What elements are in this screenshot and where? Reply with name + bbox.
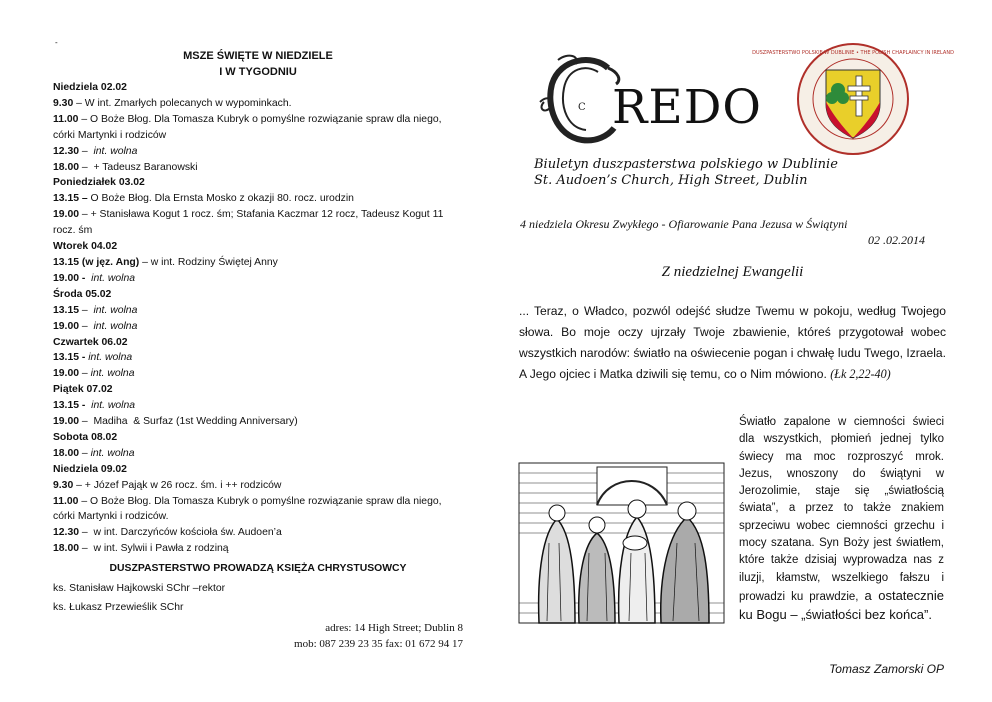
mass-intention-open: int. wolna [90, 368, 135, 380]
schedule-mass-entry [53, 144, 463, 160]
mass-intention: – [79, 304, 94, 316]
credo-letter-text: C [578, 102, 586, 113]
schedule-list [53, 80, 463, 557]
mass-intention: – [79, 145, 94, 157]
mass-time: 13.15 – [53, 193, 88, 205]
schedule-mass-entry [53, 446, 463, 462]
schedule-mass-entry [53, 398, 463, 414]
mass-time: 19.00 - [53, 272, 86, 284]
emblem-text: DUSZPASTERSTWO POLSKIE W DUBLINIE • THE POLISH CHAPLAINCY IN IRELAND [752, 50, 954, 56]
mass-intention: – [79, 447, 91, 459]
mass-intention: – w int. Rodziny Świętej Anny [139, 256, 278, 268]
schedule-mass-entry [53, 160, 463, 176]
mass-time: 11.00 [53, 495, 79, 507]
schedule-day-heading: Czwartek 06.02 [53, 336, 128, 348]
mass-time: 12.30 [53, 527, 80, 539]
schedule-day-heading: Niedziela 02.02 [53, 82, 127, 93]
mass-schedule-column [53, 48, 463, 652]
gospel-body: ... Teraz, o Władco, pozwól odejść słudze Twemu w pokoju, według Twojego słowa. Bo moje oczy ujrzały Twoje zbawienie, któreś przygotował wobec wszystkich narodów: światło na oświecenie pogan i chwałę ludu Twego, Izraela. A Jego ojciec i Matka dziwili się temu, co o Nim mówiono. [519, 304, 946, 381]
schedule-mass-entry [53, 350, 463, 366]
mass-time: 19.00 [53, 320, 80, 332]
schedule-day-heading: Środa 05.02 [53, 288, 112, 300]
priest-second: ks. Łukasz Przewieślik SChr [53, 602, 184, 613]
schedule-title-line1: MSZE ŚWIĘTE W NIEDZIELE [183, 50, 333, 62]
reflection-ending: a ostatecznie ku Bogu – „światłości bez końca”. [739, 587, 944, 623]
gospel-reference: (Łk 2,22-40) [830, 367, 891, 381]
mass-intention: – + Józef Pająk w 26 rocz. śm. i ++ rodziców [73, 479, 282, 491]
schedule-mass-entry [53, 271, 463, 287]
schedule-day-heading: Poniedziałek 03.02 [53, 177, 145, 189]
mass-intention: – w int. Darczyńców kościoła św. Audoen’a [79, 527, 282, 539]
schedule-mass-entry [53, 541, 463, 557]
priest-rector: ks. Stanisław Hajkowski SChr –rektor [53, 583, 226, 595]
schedule-mass-entry [53, 414, 463, 430]
mass-intention: – + Stanisława Kogut 1 rocz. śm; Stafania Kaczmar 12 rocz, Tadeusz Kogut 11 rocz. śm [53, 209, 447, 237]
phone-fax: mob: 087 239 23 35 fax: 01 672 94 17 [294, 637, 463, 650]
gospel-text [519, 301, 946, 385]
gospel-heading: Z niedzielnej Ewangelii [661, 264, 804, 280]
mass-time: 19.00 [53, 209, 80, 221]
mass-intention-open: int. wolna [93, 320, 138, 332]
mass-time: 18.00 [53, 543, 80, 555]
mass-intention-open: int. wolna [93, 145, 138, 157]
schedule-mass-entry [53, 303, 463, 319]
mass-intention: – O Boże Błog. Dla Tomasza Kubryk o pomyślne rozwiązanie spraw dla niego, córki Martynki i rodziców [53, 113, 445, 141]
mass-time: 13.15 (w jęz. Ang) [53, 256, 140, 268]
mass-time: 19.00 [53, 416, 80, 428]
bulletin-date: 02 .02.2014 [868, 233, 925, 247]
schedule-mass-entry [53, 96, 463, 112]
mass-time: 18.00 [53, 161, 80, 173]
mass-intention-open: int. wolna [91, 400, 136, 412]
mass-intention-open: int. wolna [91, 272, 136, 284]
mass-intention-open: int. wolna [93, 304, 138, 316]
schedule-mass-entry [53, 191, 463, 207]
mass-time: 13.15 [53, 304, 80, 316]
schedule-day-heading: Piątek 07.02 [53, 384, 113, 396]
schedule-mass-entry [53, 366, 463, 382]
bulletin-subtitle: Biuletyn duszpasterstwa polskiego w Dublinie [534, 157, 838, 172]
mass-time: 18.00 [53, 447, 80, 459]
schedule-mass-entry [53, 525, 463, 541]
schedule-mass-entry [53, 494, 463, 526]
reflection-author: Tomasz Zamorski OP [829, 662, 944, 676]
mass-time: 13.15 - [53, 400, 86, 412]
schedule-day-heading: Wtorek 04.02 [53, 241, 118, 253]
mass-intention: – W int. Zmarłych polecanych w wypominkach. [73, 97, 292, 109]
schedule-mass-entry [53, 207, 463, 239]
mass-time: 11.00 [53, 113, 79, 125]
mass-intention-open: int. wolna [90, 447, 135, 459]
schedule-title-line2: I W TYGODNIU [219, 66, 297, 78]
stray-mark: - [55, 38, 58, 47]
schedule-day-heading: Sobota 08.02 [53, 431, 118, 443]
schedule-mass-entry [53, 255, 463, 271]
mass-intention-open: int. wolna [88, 352, 133, 364]
chaplaincy-emblem [752, 42, 954, 156]
mass-time: 9.30 [53, 479, 74, 491]
liturgical-day: 4 niedziela Okresu Zwykłego - Ofiarowanie Pana Jezusa w Świątyni [520, 217, 848, 231]
mass-intention: – w int. Sylwii i Pawła z rodziną [79, 543, 229, 555]
ministry-heading: DUSZPASTERSTWO PROWADZĄ KSIĘŻA CHRYSTUSOWCY [109, 563, 407, 575]
schedule-mass-entry [53, 319, 463, 335]
mass-time: 9.30 [53, 97, 74, 109]
schedule-mass-entry [53, 112, 463, 144]
schedule-mass-entry [53, 478, 463, 494]
mass-intention: – + Tadeusz Baranowski [79, 161, 198, 173]
mass-intention: – O Boże Błog. Dla Tomasza Kubryk o pomyślne rozwiązanie spraw dla niego, córki Martynki i rodziców. [53, 495, 445, 523]
mass-intention: – [79, 368, 91, 380]
schedule-day-heading: Niedziela 09.02 [53, 463, 127, 475]
mass-time: 19.00 [53, 368, 80, 380]
mass-time: 13.15 - [53, 352, 86, 364]
mass-intention: O Boże Błog. Dla Ernsta Mosko z okazji 80. rocz. urodzin [87, 193, 354, 205]
church-address-subtitle: St. Audoen’s Church, High Street, Dublin [534, 173, 808, 188]
credo-logo-word: REDO [612, 80, 762, 135]
reflection-body: Światło zapalone w ciemności świeci dla wszystkich, płomień jednej tylko świecy ma moc rozproszyć mrok. Jezus, wnoszony do świątyni w Jerozolimie, staje się „światłością świata”, a przez to także znakiem sprzeciwu wobec ciemności grzechu i mocy szatana. Syn Boży jest światłem, które także dzisiaj wyprowadza nas z iluzji, kłamstw, wszelkiego fałszu i prowadzi ku prawdzie, [739, 416, 944, 603]
presentation-in-temple-illustration [519, 463, 724, 623]
address: adres: 14 High Street; Dublin 8 [325, 621, 463, 634]
mass-intention: – [79, 320, 94, 332]
reflection-text [739, 414, 944, 626]
mass-intention: – Madiha & Surfaz (1st Wedding Anniversary) [79, 416, 298, 428]
mass-time: 12.30 [53, 145, 80, 157]
